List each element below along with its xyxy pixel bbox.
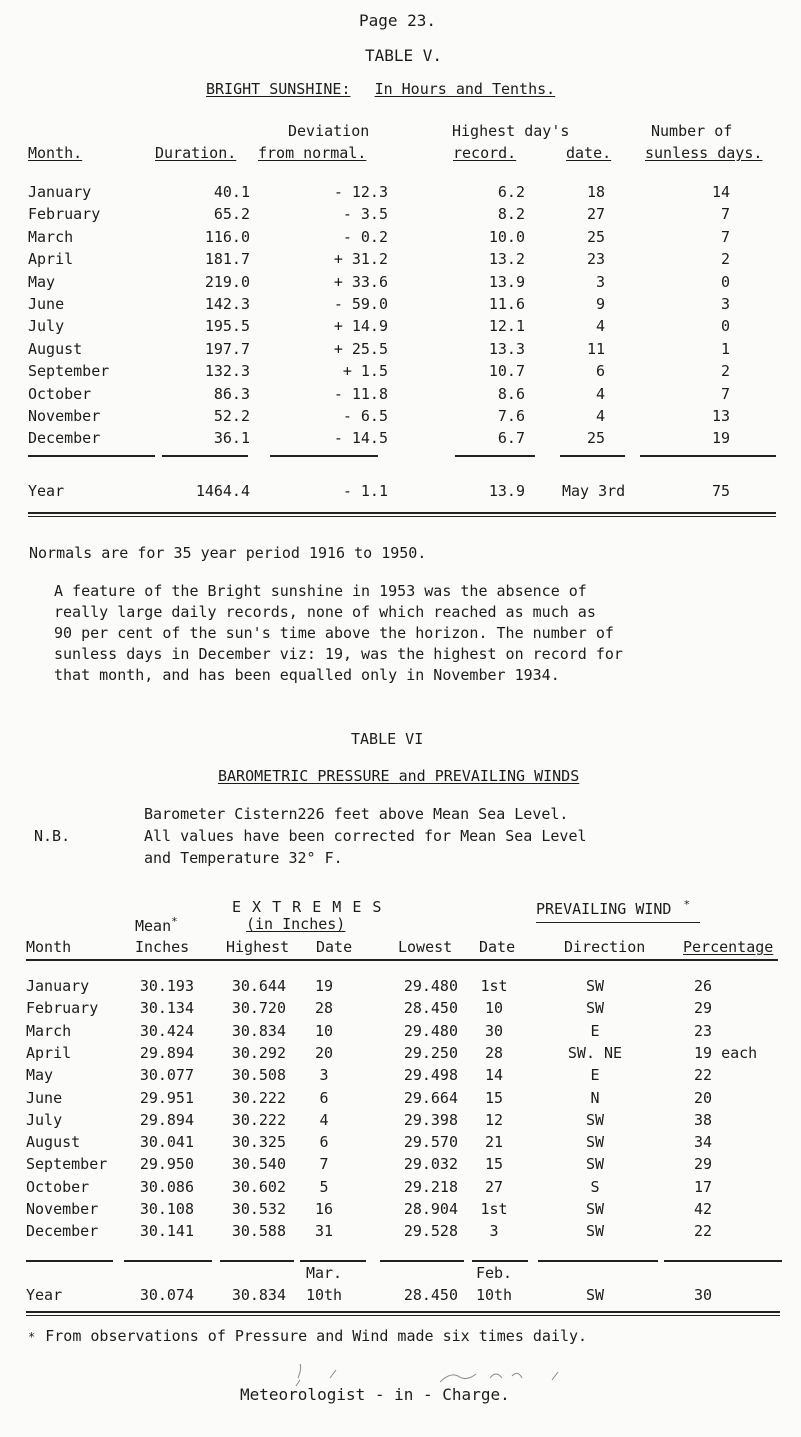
low-date-cell: 1st — [480, 977, 508, 995]
high-date-cell: 16 — [314, 1200, 334, 1218]
percent-cell: 17 — [694, 1177, 713, 1196]
deviation-cell: - 11.8 — [333, 384, 388, 403]
table6-title: TABLE VI — [351, 730, 424, 748]
highest-cell: 30.292 — [231, 1043, 286, 1062]
table6-header-date2: Date — [479, 938, 516, 956]
table6-total-mean: 30.074 — [139, 1286, 194, 1304]
low-date-cell: 15 — [484, 1088, 504, 1107]
high-date-cell: 28 — [314, 999, 334, 1018]
lowest-cell: 29.250 — [403, 1043, 458, 1062]
date-cell: 23 — [586, 250, 605, 269]
sunless-cell: 14 — [711, 183, 730, 201]
direction-cell: N — [590, 1088, 600, 1107]
low-date-cell: 12 — [484, 1110, 504, 1129]
highest-cell: 30.720 — [231, 999, 286, 1018]
month-cell: March — [28, 227, 74, 246]
deviation-cell: - 0.2 — [342, 227, 388, 246]
highest-cell: 30.602 — [231, 1177, 286, 1196]
percent-cell: 20 — [694, 1088, 713, 1107]
percent-cell: 29 — [694, 999, 713, 1018]
deviation-cell: + 14.9 — [333, 317, 388, 336]
table6-header-mean-text: Mean — [135, 917, 172, 935]
high-date-cell: 20 — [314, 1043, 334, 1062]
deviation-cell: - 3.5 — [342, 205, 388, 224]
table6-total-ldate-month: Feb. — [475, 1264, 513, 1282]
duration-cell: 116.0 — [204, 227, 250, 246]
table6-rule — [538, 1260, 658, 1262]
table6-header-date: Date — [316, 938, 353, 956]
table6-prevailing-rule — [536, 922, 700, 923]
percent-cell: 26 — [694, 977, 713, 995]
table6-rule — [26, 1260, 113, 1262]
deviation-cell: - 59.0 — [333, 295, 388, 313]
month-cell: December — [28, 429, 101, 448]
table6-rule — [124, 1260, 212, 1262]
direction-cell: SW — [585, 1222, 605, 1241]
high-date-cell: 3 — [319, 1066, 329, 1085]
month-cell: November — [26, 1200, 99, 1218]
date-cell: 27 — [586, 205, 605, 224]
table5-rule — [28, 455, 155, 457]
record-cell: 10.7 — [488, 362, 525, 381]
table5-subtitle-right: In Hours and Tenths. — [374, 80, 556, 98]
month-cell: May — [26, 1066, 54, 1085]
date-cell: 25 — [586, 227, 605, 246]
table5-total-duration: 1464.4 — [195, 482, 250, 500]
table6-header-inches: Inches — [135, 938, 190, 956]
table6-rule — [300, 1260, 366, 1262]
sunless-cell: 2 — [720, 362, 730, 381]
highest-cell: 30.508 — [231, 1066, 286, 1085]
table6-rule — [472, 1260, 528, 1262]
feature-paragraph: A feature of the Bright sunshine in 1953 was the absence of really large daily records, none of which reached as much as 90 per cent of the sun's time above the horizon. The number of sunless days in December viz: 19, was the highest on record for that month, and has been equalled only in November 1934. — [54, 582, 623, 684]
table5-header-duration: Duration. — [155, 144, 237, 162]
highest-cell: 30.540 — [231, 1155, 286, 1174]
lowest-cell: 29.218 — [403, 1177, 458, 1196]
table6-header-extremes: E X T R E M E S — [232, 898, 383, 916]
table5-total-deviation: - 1.1 — [342, 482, 388, 500]
lowest-cell: 29.664 — [403, 1088, 458, 1107]
high-date-cell: 4 — [319, 1110, 329, 1129]
date-cell: 25 — [586, 429, 605, 448]
mean-cell: 29.950 — [139, 1155, 194, 1174]
table6-header-rule — [26, 959, 778, 961]
footnote-mark: * — [28, 1330, 36, 1344]
date-cell: 3 — [595, 272, 605, 291]
mean-cell: 30.108 — [139, 1200, 194, 1218]
month-cell: June — [28, 295, 65, 313]
date-cell: 4 — [595, 317, 605, 336]
date-cell: 4 — [595, 384, 605, 403]
duration-cell: 181.7 — [204, 250, 250, 269]
high-date-cell: 10 — [314, 1021, 334, 1040]
table6-total-lowest: 28.450 — [403, 1286, 458, 1304]
low-date-cell: 3 — [489, 1222, 499, 1241]
month-cell: January — [26, 977, 90, 995]
month-cell: November — [28, 407, 101, 425]
lowest-cell: 29.480 — [403, 1021, 458, 1040]
table6-rule — [220, 1260, 294, 1262]
mean-cell: 30.193 — [139, 977, 194, 995]
deviation-cell: - 6.5 — [342, 407, 388, 425]
table5-total-month: Year — [28, 482, 65, 500]
sunless-cell: 2 — [720, 250, 730, 269]
duration-cell: 40.1 — [213, 183, 250, 201]
record-cell: 10.0 — [488, 227, 525, 246]
table6-total-hdate-month: Mar. — [305, 1264, 343, 1282]
duration-cell: 36.1 — [213, 429, 250, 448]
sunless-cell: 19 — [711, 429, 730, 448]
table5-rule — [162, 455, 248, 457]
table6-header-month: Month — [26, 938, 72, 956]
table5-bottom-rule — [28, 512, 776, 514]
duration-cell: 65.2 — [213, 205, 250, 224]
normals-note: Normals are for 35 year period 1916 to 1950. — [29, 544, 427, 562]
record-cell: 11.6 — [488, 295, 525, 313]
date-cell: 9 — [595, 295, 605, 313]
table6-header-prevailing-text: PREVAILING WIND — [536, 900, 672, 918]
signature-title: Meteorologist - in - Charge. — [240, 1385, 510, 1404]
nb-label: N.B. — [34, 827, 71, 845]
deviation-cell: + 31.2 — [333, 250, 388, 269]
record-cell: 13.2 — [488, 250, 525, 269]
percent-cell: 29 — [694, 1155, 713, 1174]
mean-cell: 30.424 — [139, 1021, 194, 1040]
record-cell: 12.1 — [488, 317, 525, 336]
low-date-cell: 10 — [484, 999, 504, 1018]
month-cell: September — [26, 1155, 108, 1174]
low-date-cell: 1st — [480, 1200, 508, 1218]
record-cell: 6.2 — [497, 183, 525, 201]
record-cell: 13.9 — [488, 272, 525, 291]
high-date-cell: 6 — [319, 1088, 329, 1107]
footnote-text: From observations of Pressure and Wind made six times daily. — [45, 1327, 588, 1345]
table6-header-in-inches: (in Inches) — [246, 915, 346, 933]
percent-cell: 42 — [694, 1200, 713, 1218]
duration-cell: 219.0 — [204, 272, 250, 291]
month-cell: December — [26, 1222, 99, 1241]
record-cell: 7.6 — [497, 407, 525, 425]
month-cell: July — [28, 317, 65, 336]
record-cell: 6.7 — [497, 429, 525, 448]
direction-cell: SW — [585, 977, 605, 995]
table6-note-line-1: Barometer Cistern226 feet above Mean Sea Level. — [144, 805, 569, 823]
record-cell: 8.6 — [497, 384, 525, 403]
table5-header-highest-top: Highest day's — [452, 122, 570, 140]
table5-subtitle-left: BRIGHT SUNSHINE: — [206, 80, 351, 98]
page-number: Page 23. — [359, 11, 437, 30]
direction-cell: SW — [585, 1155, 605, 1174]
footnote — [28, 1327, 587, 1345]
highest-cell: 30.834 — [231, 1021, 286, 1040]
highest-cell: 30.588 — [231, 1222, 286, 1241]
low-date-cell: 27 — [484, 1177, 504, 1196]
high-date-cell: 31 — [314, 1222, 334, 1241]
sunless-cell: 1 — [720, 339, 730, 358]
sunless-cell: 7 — [720, 384, 730, 403]
month-cell: August — [28, 339, 83, 358]
direction-cell: E — [590, 1066, 600, 1085]
month-cell: May — [28, 272, 56, 291]
low-date-cell: 15 — [484, 1155, 504, 1174]
table6-note-line-2: All values have been corrected for Mean Sea Level — [144, 827, 587, 845]
table6-header-direction: Direction — [564, 938, 646, 956]
mean-cell: 30.141 — [139, 1222, 194, 1241]
table6-header-mean-star: * — [171, 915, 178, 928]
mean-cell: 29.894 — [139, 1043, 194, 1062]
table6-bottom-rule — [26, 1311, 780, 1313]
direction-cell: SW — [585, 1110, 605, 1129]
table5-rule — [640, 455, 776, 457]
direction-cell: SW. NE — [567, 1043, 623, 1062]
mean-cell: 30.134 — [139, 999, 194, 1018]
table6-subtitle: BAROMETRIC PRESSURE and PREVAILING WINDS — [218, 767, 580, 785]
table6-rule — [380, 1260, 464, 1262]
record-cell: 13.3 — [488, 339, 525, 358]
table6-header-highest: Highest — [226, 938, 290, 956]
table5-rule — [455, 455, 535, 457]
sunless-cell: 7 — [720, 205, 730, 224]
deviation-cell: + 25.5 — [333, 339, 388, 358]
table6-total-hdate: 10th — [305, 1286, 343, 1304]
table5-title: TABLE V. — [365, 46, 443, 65]
table5-header-deviation-bottom: from normal. — [258, 144, 367, 162]
lowest-cell: 29.480 — [403, 977, 458, 995]
high-date-cell: 7 — [319, 1155, 329, 1174]
table6-total-highest: 30.834 — [231, 1286, 286, 1304]
sunless-cell: 13 — [711, 407, 730, 425]
low-date-cell: 28 — [484, 1043, 504, 1062]
deviation-cell: + 1.5 — [342, 362, 388, 381]
direction-cell: SW — [585, 999, 605, 1018]
mean-cell: 29.894 — [139, 1110, 194, 1129]
lowest-cell: 28.450 — [403, 999, 458, 1018]
month-cell: March — [26, 1021, 72, 1040]
mean-cell: 30.041 — [139, 1133, 194, 1152]
sunless-cell: 0 — [720, 317, 730, 336]
duration-cell: 52.2 — [213, 407, 250, 425]
table5-header-record: record. — [453, 144, 517, 162]
table6-header-lowest: Lowest — [398, 938, 453, 956]
month-cell: October — [28, 384, 92, 403]
low-date-cell: 21 — [484, 1133, 504, 1152]
deviation-cell: - 14.5 — [333, 429, 388, 448]
sunless-cell: 0 — [720, 272, 730, 291]
table5-header-sunless-bottom: sunless days. — [645, 144, 763, 162]
table5-total-record: 13.9 — [488, 482, 525, 500]
table5-header-sunless-top: Number of — [651, 122, 733, 140]
sunless-cell: 3 — [720, 295, 730, 313]
deviation-cell: + 33.6 — [333, 272, 388, 291]
highest-cell: 30.222 — [231, 1110, 286, 1129]
table5-header-month: Month. — [28, 144, 83, 162]
low-date-cell: 30 — [484, 1021, 504, 1040]
month-cell: July — [26, 1110, 63, 1129]
lowest-cell: 29.398 — [403, 1110, 458, 1129]
month-cell: April — [26, 1043, 72, 1062]
month-cell: June — [26, 1088, 63, 1107]
table6-header-prevailing-star: * — [683, 898, 691, 911]
table5-subtitle — [206, 80, 555, 98]
lowest-cell: 29.528 — [403, 1222, 458, 1241]
table5-bottom-rule-2 — [28, 516, 776, 517]
record-cell: 8.2 — [497, 205, 525, 224]
month-cell: October — [26, 1177, 90, 1196]
percent-cell: 22 — [694, 1066, 713, 1085]
highest-cell: 30.532 — [231, 1200, 286, 1218]
direction-cell: E — [590, 1021, 600, 1040]
lowest-cell: 29.032 — [403, 1155, 458, 1174]
table5-rule — [560, 455, 625, 457]
table6-header-percentage: Percentage — [683, 938, 774, 956]
table5-rule — [270, 455, 378, 457]
table6-total-month: Year — [26, 1286, 63, 1304]
table6-note-line-3: and Temperature 32° F. — [144, 849, 343, 867]
mean-cell: 29.951 — [139, 1088, 194, 1107]
percent-cell: 23 — [694, 1021, 713, 1040]
table6-total-direction: SW — [585, 1286, 605, 1304]
highest-cell: 30.325 — [231, 1133, 286, 1152]
table6-rule — [664, 1260, 782, 1262]
direction-cell: SW — [585, 1200, 605, 1218]
table5-total-sunless: 75 — [711, 482, 730, 500]
duration-cell: 195.5 — [204, 317, 250, 336]
month-cell: September — [28, 362, 110, 381]
date-cell: 11 — [586, 339, 605, 358]
percent-cell: 22 — [694, 1222, 713, 1241]
percent-cell: 19 each — [694, 1043, 758, 1062]
table6-header-prevailing — [536, 898, 690, 918]
direction-cell: S — [590, 1177, 600, 1196]
table5-header-deviation-top: Deviation — [288, 122, 370, 140]
high-date-cell: 5 — [319, 1177, 329, 1196]
highest-cell: 30.222 — [231, 1088, 286, 1107]
date-cell: 4 — [595, 407, 605, 425]
duration-cell: 142.3 — [204, 295, 250, 313]
table6-header-mean — [135, 915, 178, 935]
month-cell: April — [28, 250, 74, 269]
lowest-cell: 28.904 — [403, 1200, 458, 1218]
lowest-cell: 29.498 — [403, 1066, 458, 1085]
month-cell: January — [28, 183, 92, 201]
duration-cell: 132.3 — [204, 362, 250, 381]
table6-total-percent: 30 — [694, 1286, 713, 1304]
low-date-cell: 14 — [484, 1066, 504, 1085]
month-cell: February — [28, 205, 101, 224]
table6-total-ldate: 10th — [475, 1286, 513, 1304]
mean-cell: 30.086 — [139, 1177, 194, 1196]
sunless-cell: 7 — [720, 227, 730, 246]
mean-cell: 30.077 — [139, 1066, 194, 1085]
table5-total-date: May 3rd — [562, 482, 626, 500]
lowest-cell: 29.570 — [403, 1133, 458, 1152]
date-cell: 6 — [595, 362, 605, 381]
month-cell: August — [26, 1133, 81, 1152]
percent-cell: 38 — [694, 1110, 713, 1129]
deviation-cell: - 12.3 — [333, 183, 388, 201]
month-cell: February — [26, 999, 99, 1018]
direction-cell: SW — [585, 1133, 605, 1152]
table5-header-date: date. — [566, 144, 612, 162]
table6-bottom-rule-2 — [26, 1315, 780, 1316]
high-date-cell: 6 — [319, 1133, 329, 1152]
percent-cell: 34 — [694, 1133, 713, 1152]
highest-cell: 30.644 — [231, 977, 286, 995]
date-cell: 18 — [586, 183, 605, 201]
high-date-cell: 19 — [314, 977, 334, 995]
duration-cell: 86.3 — [213, 384, 250, 403]
duration-cell: 197.7 — [204, 339, 250, 358]
